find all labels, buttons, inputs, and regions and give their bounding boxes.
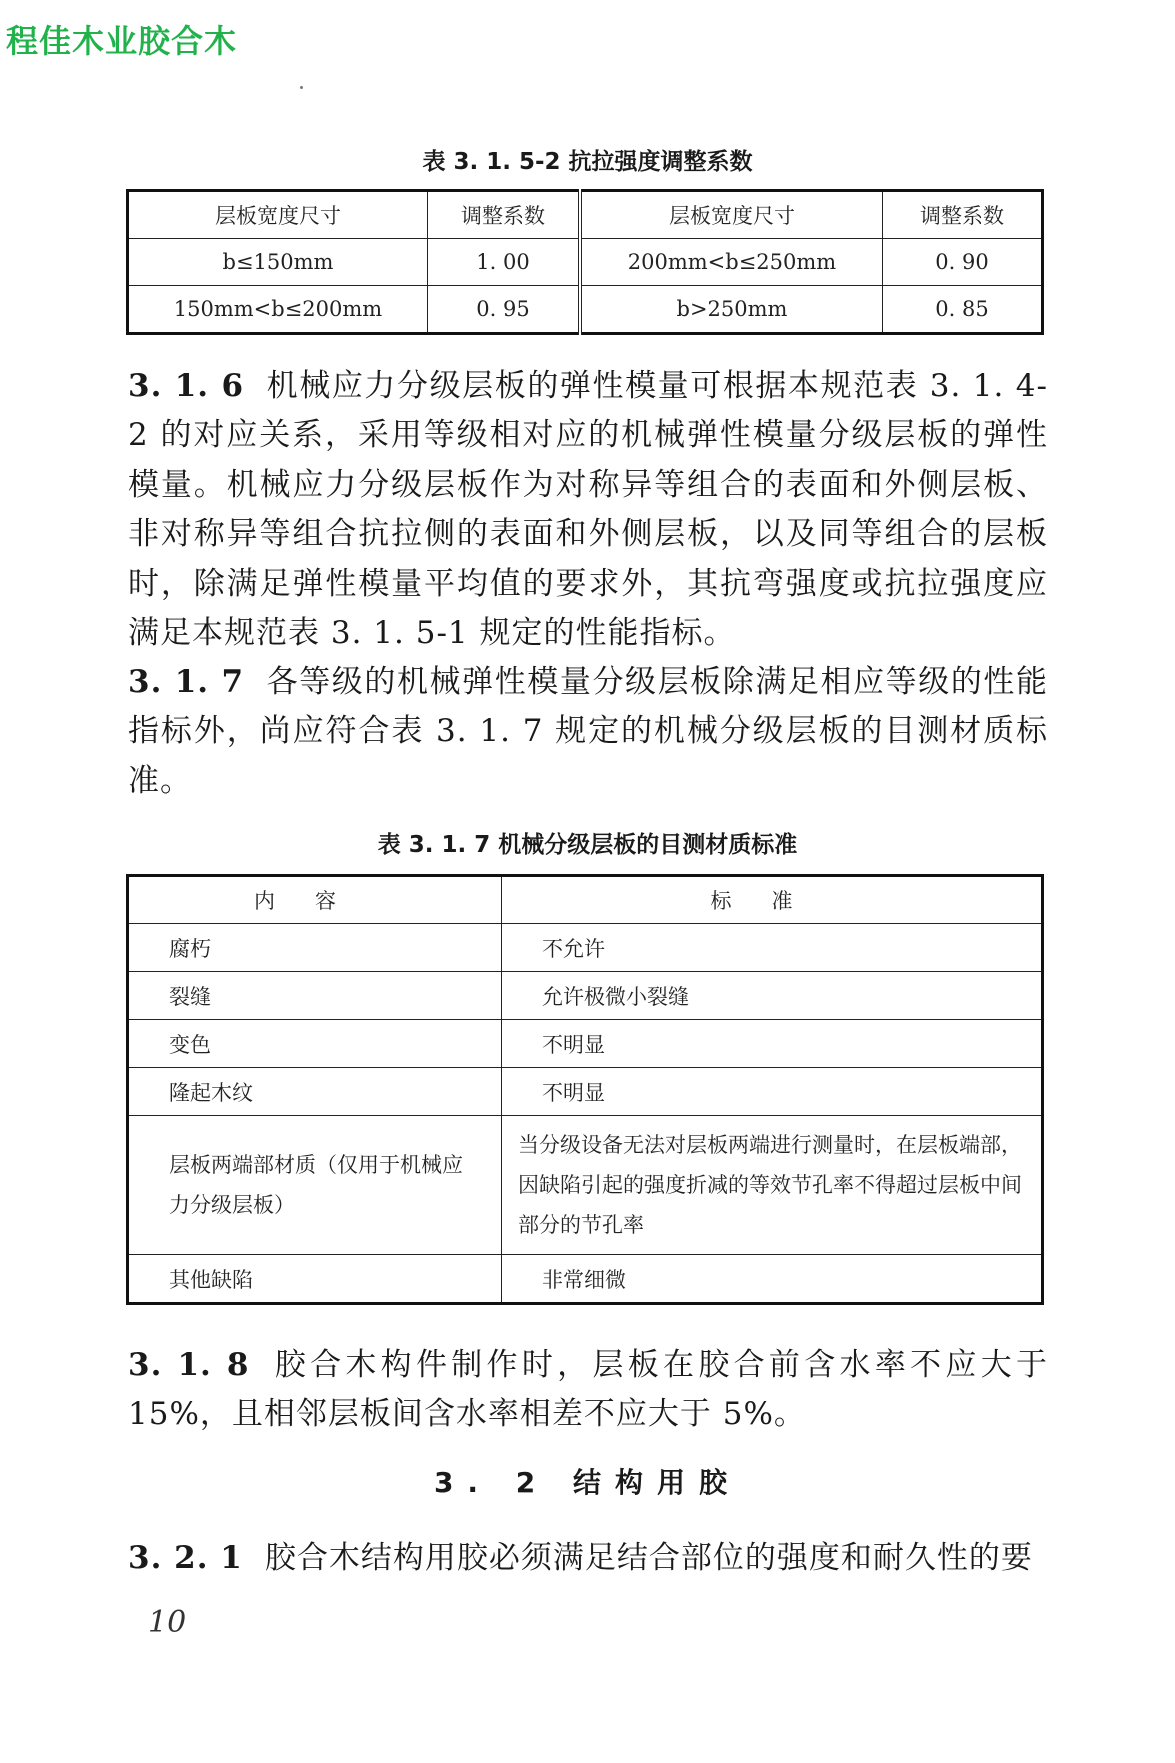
table-cell: 0. 95 — [428, 286, 581, 334]
table-cell: 变色 — [128, 1020, 502, 1068]
page-number: 10 — [148, 1605, 187, 1640]
table-row — [128, 1068, 1043, 1116]
paragraph-3-1-8 — [128, 1341, 1048, 1440]
table-cell: 不允许 — [502, 924, 1043, 972]
table-row — [128, 1020, 1043, 1068]
header-cell: 调整系数 — [883, 191, 1043, 239]
table-cell: 层板两端部材质（仅用于机械应力分级层板） — [128, 1116, 502, 1255]
clause-number: 3. 1. 8 — [128, 1347, 250, 1383]
section-heading-3-2: 3. 2 结构用胶 — [433, 1466, 742, 1499]
table-cell: 非常细微 — [502, 1255, 1043, 1304]
paragraph-3-2-1 — [128, 1534, 1048, 1583]
table-cell: 其他缺陷 — [128, 1255, 502, 1304]
table-row — [128, 924, 1043, 972]
header-cell: 层板宽度尺寸 — [128, 191, 428, 239]
table-cell: 不明显 — [502, 1068, 1043, 1116]
table-caption-3-1-7: 表 3. 1. 7 机械分级层板的目测材质标准 — [377, 832, 798, 858]
clause-number: 3. 1. 7 — [128, 664, 245, 700]
clause-text: 各等级的机械弹性模量分级层板除满足相应等级的性能指标外，尚应符合表 3. 1. 7 规定的机械分级层板的目测材质标准。 — [128, 664, 1048, 799]
clause-text: 机械应力分级层板的弹性模量可根据本规范表 3. 1. 4-2 的对应关系，采用等级相对应的机械弹性模量分级层板的弹性模量。机械应力分级层板作为对称异等组合的表面和外侧层板、非对称异等组合抗拉侧的表面和外侧层板，以及同等组合的层板时，除满足弹性模量平均值的要求外，其抗弯强度或抗拉强度应满足本规范表 3. 1. 5-1 规定的性能指标。 — [128, 368, 1048, 652]
table-cell: 裂缝 — [128, 972, 502, 1020]
table-cell: b≤150mm — [128, 239, 428, 286]
clause-text: 胶合木构件制作时，层板在胶合前含水率不应大于 15%，且相邻层板间含水率相差不应大于 5%。 — [128, 1347, 1048, 1433]
table-cell: 150mm<b≤200mm — [128, 286, 428, 334]
paragraph-3-1-6 — [128, 362, 1048, 658]
table-caption-3-1-5-2: 表 3. 1. 5-2 抗拉强度调整系数 — [422, 149, 753, 175]
table-header-row — [128, 191, 1043, 239]
table-cell: 允许极微小裂缝 — [502, 972, 1043, 1020]
clause-number: 3. 1. 6 — [128, 368, 245, 404]
watermark-text: 程佳木业胶合木 — [6, 22, 238, 60]
adjustment-coefficient-table — [126, 189, 1044, 335]
table-row — [128, 286, 1043, 334]
table-cell: 当分级设备无法对层板两端进行测量时，在层板端部，因缺陷引起的强度折减的等效节孔率不得超过层板中间部分的节孔率 — [502, 1116, 1043, 1255]
table-cell: 1. 00 — [428, 239, 581, 286]
header-cell: 内容 — [128, 876, 502, 924]
header-cell: 调整系数 — [428, 191, 581, 239]
table-cell: b>250mm — [580, 286, 883, 334]
table-row — [128, 239, 1043, 286]
table-cell: 腐朽 — [128, 924, 502, 972]
table-cell: 不明显 — [502, 1020, 1043, 1068]
table-row — [128, 1116, 1043, 1255]
clause-number: 3. 2. 1 — [128, 1540, 243, 1576]
paragraph-3-1-7 — [128, 658, 1048, 806]
clause-text: 胶合木结构用胶必须满足结合部位的强度和耐久性的要 — [264, 1540, 1033, 1576]
header-cell: 标准 — [502, 876, 1043, 924]
table-row — [128, 1255, 1043, 1304]
table-cell: 0. 85 — [883, 286, 1043, 334]
header-cell: 层板宽度尺寸 — [580, 191, 883, 239]
visual-grading-table — [126, 874, 1044, 1305]
table-header-row — [128, 876, 1043, 924]
table-cell: 0. 90 — [883, 239, 1043, 286]
table-row — [128, 972, 1043, 1020]
table-cell: 隆起木纹 — [128, 1068, 502, 1116]
scan-speck — [300, 86, 303, 89]
table-cell: 200mm<b≤250mm — [580, 239, 883, 286]
